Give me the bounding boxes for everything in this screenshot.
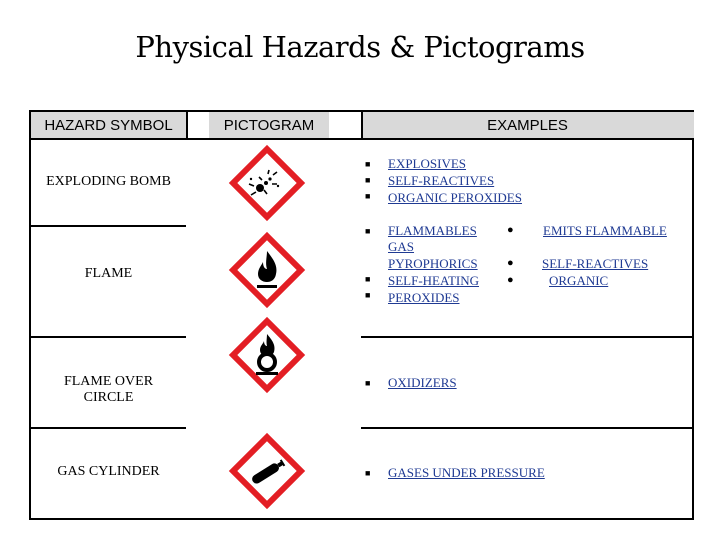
hazard-symbol-label: GAS CYLINDER	[57, 464, 160, 479]
example-item: ORGANIC PEROXIDES	[388, 190, 522, 205]
example-item: SELF-REACTIVES	[542, 256, 649, 271]
header-hazard-symbol: HAZARD SYMBOL	[31, 112, 186, 138]
example-item: SELF-REACTIVES	[388, 173, 495, 188]
hazard-symbol-label: FLAME OVER CIRCLE	[63, 374, 154, 405]
divider	[31, 336, 186, 338]
gas-cylinder-icon	[226, 430, 308, 512]
example-item: PEROXIDES	[388, 290, 460, 305]
divider	[361, 112, 363, 138]
example-item: EMITS FLAMMABLE	[543, 223, 667, 238]
divider	[186, 112, 188, 138]
divider	[361, 427, 694, 429]
example-item: ORGANIC	[549, 273, 609, 288]
flame-over-circle-icon	[226, 314, 308, 396]
page-title: Physical Hazards & Pictograms	[135, 30, 585, 64]
example-item: OXIDIZERS	[388, 375, 457, 390]
hazard-table: HAZARD SYMBOL PICTOGRAM EXAMPLES EXPLODING BOMB ■ ■ ■ EXPLOSIVES SELF-REACTIVES ORGANIC PEROXIDES FLAME ■ ■ ■ FLAMMABLES GAS PYROPHORICS SELF-HEATING PEROXIDES ● ● ● EMITS FLAMMABLE SELF-REACTIVES ORGANIC FLAME OVER CIRCLE ■ OXIDIZERS GAS CYLINDER ■ GASES UNDER PRESSURE	[29, 110, 694, 520]
divider	[361, 336, 694, 338]
hazard-symbol-label: FLAME	[84, 266, 133, 281]
header-examples: EXAMPLES	[361, 112, 694, 138]
example-item: PYROPHORICS	[388, 256, 478, 271]
flame-icon	[226, 229, 308, 311]
hazard-symbol-label: EXPLODING BOMB	[46, 174, 171, 189]
example-item: EXPLOSIVES	[388, 156, 467, 171]
example-item: GAS	[388, 239, 415, 254]
divider	[31, 427, 186, 429]
divider	[31, 225, 186, 227]
example-item: FLAMMABLES	[388, 223, 477, 238]
divider	[31, 138, 694, 140]
example-item: SELF-HEATING	[388, 273, 479, 288]
header-pictogram: PICTOGRAM	[209, 112, 329, 138]
example-item: GASES UNDER PRESSURE	[388, 465, 545, 480]
exploding-bomb-icon	[226, 142, 308, 224]
